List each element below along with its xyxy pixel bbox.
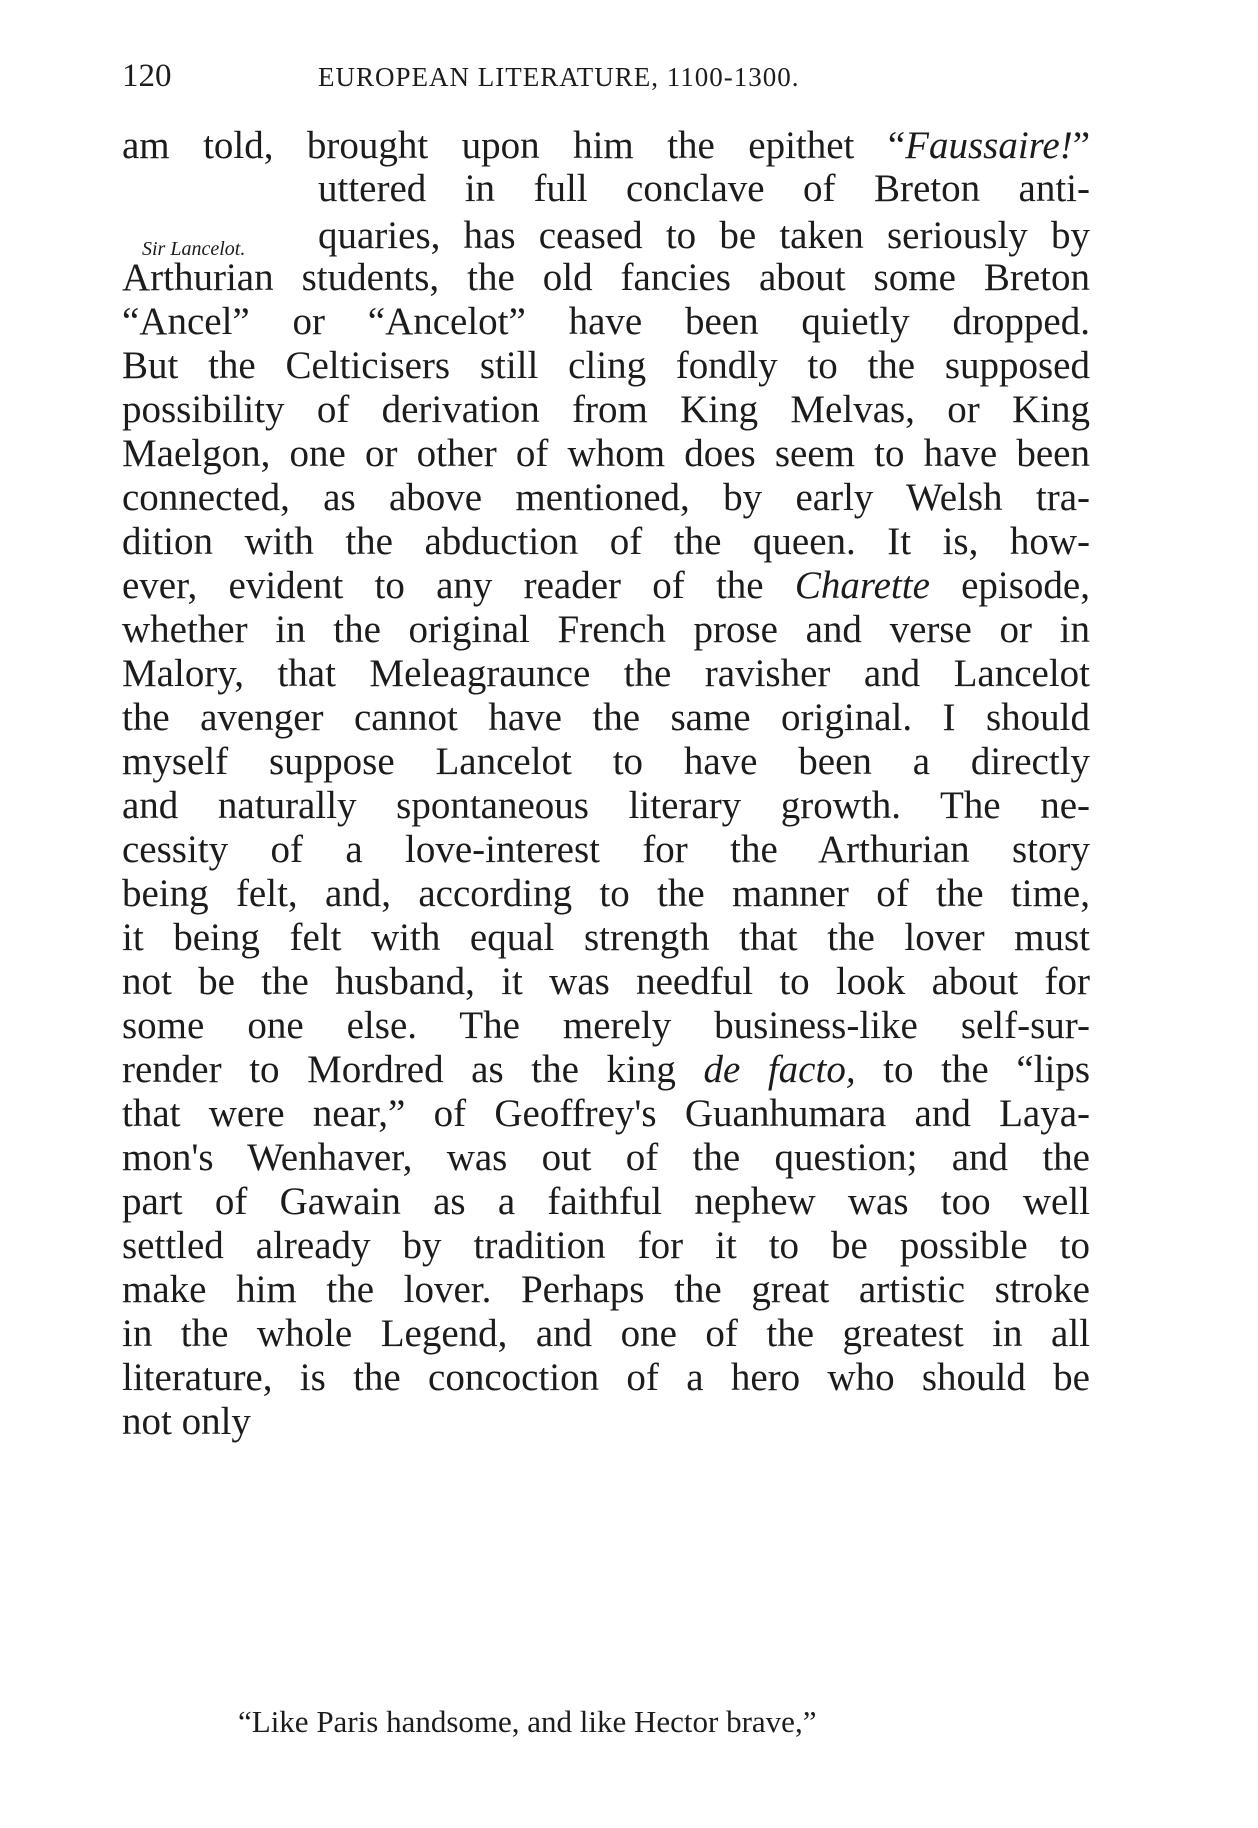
text-line: But the Celticisers still cling fondly to the supposed: [122, 344, 1090, 387]
text-line: ever, evident to any reader of the Charette episode,: [122, 564, 1090, 607]
text-line: whether in the original French prose and verse or in: [122, 608, 1090, 651]
text-line: make him the lover. Perhaps the great artistic stroke: [122, 1268, 1090, 1311]
text-line: possibility of derivation from King Melvas, or King: [122, 388, 1090, 431]
text-line: and naturally spontaneous literary growth. The ne-: [122, 784, 1090, 827]
text-line: that were near,” of Geoffrey's Guanhumara and Laya-: [122, 1092, 1090, 1135]
text-line: “Ancel” or “Ancelot” have been quietly dropped.: [122, 300, 1090, 343]
text-line: dition with the abduction of the queen. It is, how-: [122, 520, 1090, 563]
text-line: uttered in full conclave of Breton anti-: [318, 167, 1090, 210]
text-line: Maelgon, one or other of whom does seem to have been: [122, 432, 1090, 475]
text-line: some one else. The merely business-like self-sur-: [122, 1004, 1090, 1047]
text-line: Arthurian students, the old fancies about some Breton: [122, 256, 1090, 299]
text-line: settled already by tradition for it to be possible to: [122, 1224, 1090, 1267]
text-line: Malory, that Meleagraunce the ravisher and Lancelot: [122, 652, 1090, 695]
text-line: myself suppose Lancelot to have been a directly: [122, 740, 1090, 783]
margin-note: Sir Lancelot.: [142, 238, 246, 260]
text-line: in the whole Legend, and one of the greatest in all: [122, 1312, 1090, 1355]
text-line: not only: [122, 1400, 251, 1443]
text-line: cessity of a love-interest for the Arthurian story: [122, 828, 1090, 871]
text-line: connected, as above mentioned, by early Welsh tra-: [122, 476, 1090, 519]
text-line: literature, is the concoction of a hero who should be: [122, 1356, 1090, 1399]
text-line: part of Gawain as a faithful nephew was too well: [122, 1180, 1090, 1223]
text-line: quaries, has ceased to be taken seriously by: [318, 214, 1090, 257]
text-line: am told, brought upon him the epithet “Faussaire!”: [122, 124, 1090, 167]
text-line: it being felt with equal strength that the lover must: [122, 916, 1090, 959]
page-header: [122, 58, 1102, 98]
verse-quotation: “Like Paris handsome, and like Hector brave,”: [238, 1704, 817, 1739]
text-line: mon's Wenhaver, was out of the question; and the: [122, 1136, 1090, 1179]
text-line: not be the husband, it was needful to look about for: [122, 960, 1090, 1003]
page-number: 120: [122, 58, 172, 94]
text-line: being felt, and, according to the manner of the time,: [122, 872, 1090, 915]
running-head: EUROPEAN LITERATURE, 1100-1300.: [318, 62, 800, 92]
text-line: the avenger cannot have the same original. I should: [122, 696, 1090, 739]
text-line: render to Mordred as the king de facto, to the “lips: [122, 1048, 1090, 1091]
